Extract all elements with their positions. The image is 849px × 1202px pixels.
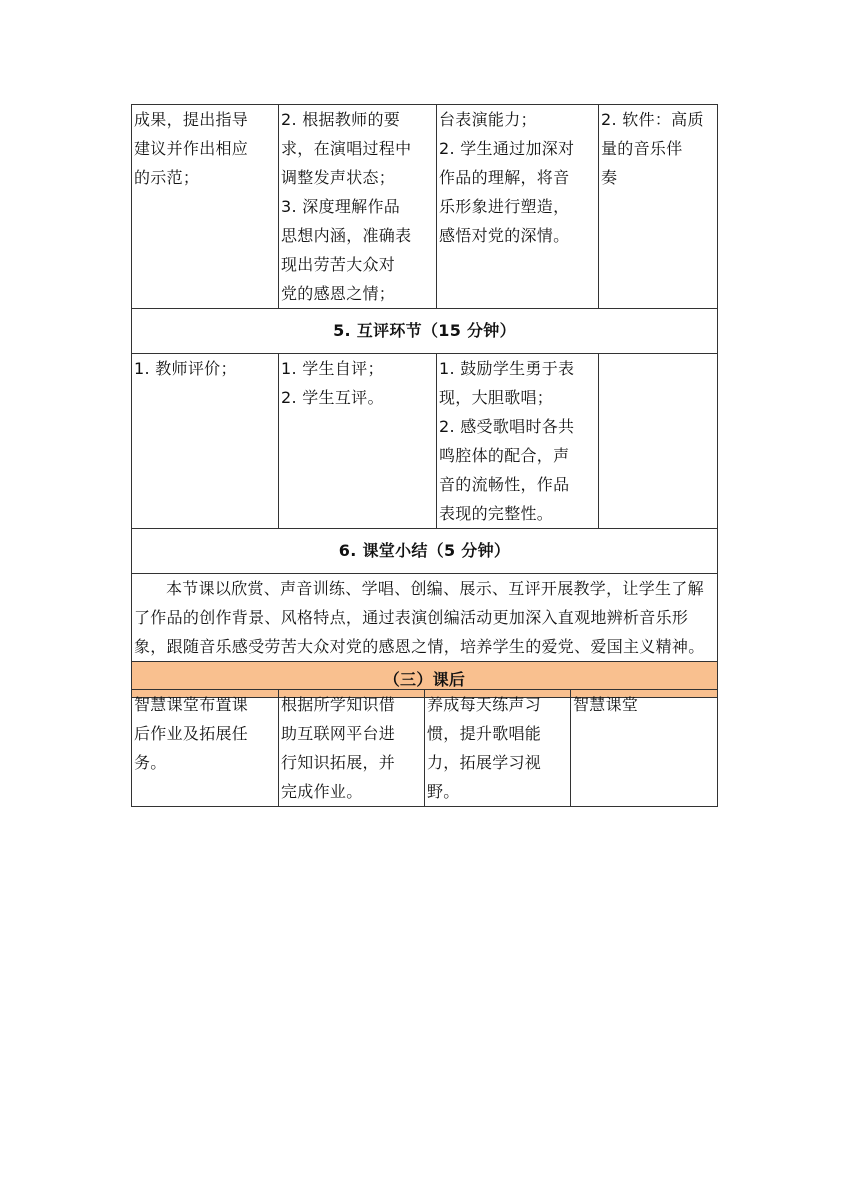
table-row <box>132 690 718 807</box>
lesson-table-main <box>131 104 718 698</box>
section-heading-peer-review: 5. 互评环节（15 分钟） <box>132 309 718 354</box>
table-cell-teacher-activity: 成果，提出指导 建议并作出相应 的示范； <box>132 105 279 309</box>
table-cell-design-intent: 1. 鼓励学生勇于表 现，大胆歌唱； 2. 感受歌唱时各共 鸣腔体的配合，声 音的流畅性，作品 表现的完整性。 <box>437 354 599 529</box>
table-cell-teacher-activity: 1. 教师评价； <box>132 354 279 529</box>
table-row <box>132 105 718 309</box>
table-cell-student-activity: 1. 学生自评； 2. 学生互评。 <box>279 354 437 529</box>
table-cell-resources: 2. 软件：高质 量的音乐伴 奏 <box>599 105 718 309</box>
table-row <box>132 354 718 529</box>
section-heading-summary: 6. 课堂小结（5 分钟） <box>132 529 718 574</box>
table-cell-student-activity: 2. 根据教师的要 求，在演唱过程中 调整发声状态； 3. 深度理解作品 思想内涵，准确表 现出劳苦大众对 党的感恩之情； <box>279 105 437 309</box>
table-cell-design-intent: 台表演能力； 2. 学生通过加深对 作品的理解，将音 乐形象进行塑造， 感悟对党的深情。 <box>437 105 599 309</box>
table-cell-resources: 智慧课堂 <box>571 690 718 807</box>
section-heading-after-class: （三）课后 <box>132 662 718 698</box>
lesson-table-after-class <box>131 689 718 807</box>
section-row <box>132 529 718 574</box>
section-row <box>132 309 718 354</box>
table-cell-resources <box>599 354 718 529</box>
table-cell-student-activity: 根据所学知识借 助互联网平台进 行知识拓展，并 完成作业。 <box>279 690 425 807</box>
table-cell-design-intent: 养成每天练声习 惯，提升歌唱能 力，拓展学习视 野。 <box>425 690 571 807</box>
summary-paragraph: 本节课以欣赏、声音训练、学唱、创编、展示、互评开展教学，让学生了解了作品的创作背景、风格特点，通过表演创编活动更加深入直观地辨析音乐形象，跟随音乐感受劳苦大众对党的感恩之情，培养学生的爱党、爱国主义精神。 <box>132 574 718 662</box>
summary-row <box>132 574 718 662</box>
table-cell-teacher-activity: 智慧课堂布置课 后作业及拓展任 务。 <box>132 690 279 807</box>
